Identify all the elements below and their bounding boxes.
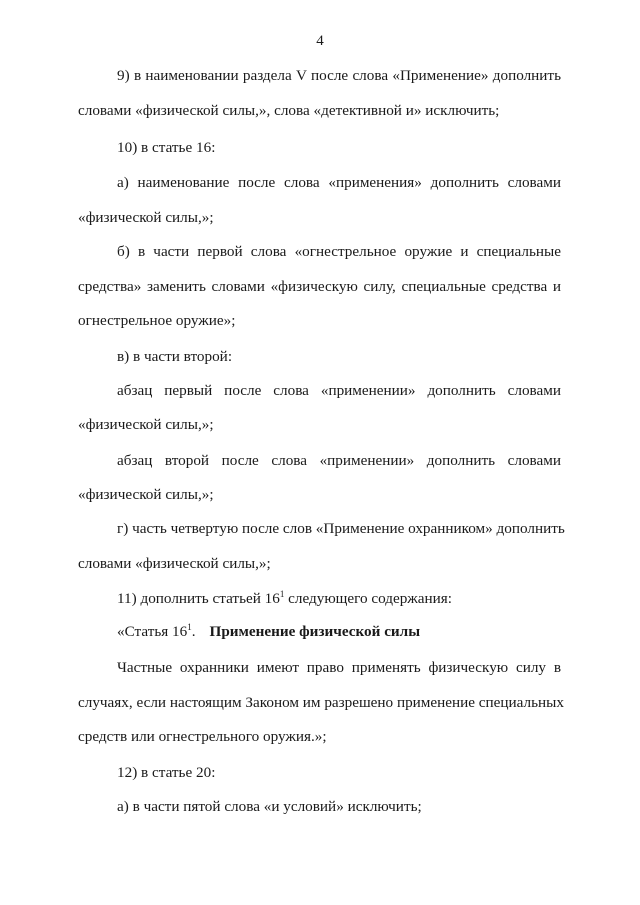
item-10g-line-1: г) часть четвертую после слов «Применение охранником» дополнить [117, 520, 565, 537]
item-10b-line-3: огнестрельное оружие»; [78, 312, 236, 329]
item-11-heading [117, 589, 561, 609]
item-10b-line-1: б) в части первой слова «огнестрельное оружие и специальные [117, 243, 561, 260]
item-10v-heading: в) в части второй: [117, 348, 233, 365]
article-body-line-1: Частные охранники имеют право применять физическую силу в [117, 659, 561, 676]
item-11-heading-text: 11) дополнить статьей 16 [117, 590, 280, 607]
paragraph-2-line-1: абзац второй после слова «применении» дополнить словами [117, 452, 561, 469]
item-9-line-1: 9) в наименовании раздела V после слова «Применение» дополнить [117, 67, 561, 84]
article-title: Применение физической силы [209, 623, 421, 640]
item-12a-line-1: а) в части пятой слова «и условий» исключить; [117, 798, 422, 815]
item-12-heading: 12) в статье 20: [117, 764, 216, 781]
item-10b-line-2: средства» заменить словами «физическую силу, специальные средства и [78, 278, 561, 295]
paragraph-2-line-2: «физической силы,»; [78, 486, 214, 503]
article-body-line-3: средств или огнестрельного оружия.»; [78, 728, 327, 745]
article-body-line-2: случаях, если настоящим Законом им разрешено применение специальных [78, 694, 564, 711]
article-label-dot: . [191, 623, 196, 640]
page-number: 4 [316, 33, 324, 49]
article-superscript: 1 [187, 621, 192, 632]
item-10g-line-2: словами «физической силы,»; [78, 555, 271, 572]
item-10a-line-1: а) наименование после слова «применения» дополнить словами [117, 174, 561, 191]
paragraph-1-line-2: «физической силы,»; [78, 416, 214, 433]
paragraph-1-line-1: абзац первый после слова «применении» дополнить словами [117, 382, 561, 399]
item-11-heading-rest: следующего содержания: [284, 590, 452, 607]
item-9-line-2: словами «физической силы,», слова «детективной и» исключить; [78, 102, 500, 119]
item-11-heading-superscript: 1 [279, 588, 285, 599]
item-10-heading: 10) в статье 16: [117, 139, 216, 156]
item-10a-line-2: «физической силы,»; [78, 209, 214, 226]
article-heading [117, 622, 561, 642]
article-label: «Статья 16 [117, 623, 188, 640]
